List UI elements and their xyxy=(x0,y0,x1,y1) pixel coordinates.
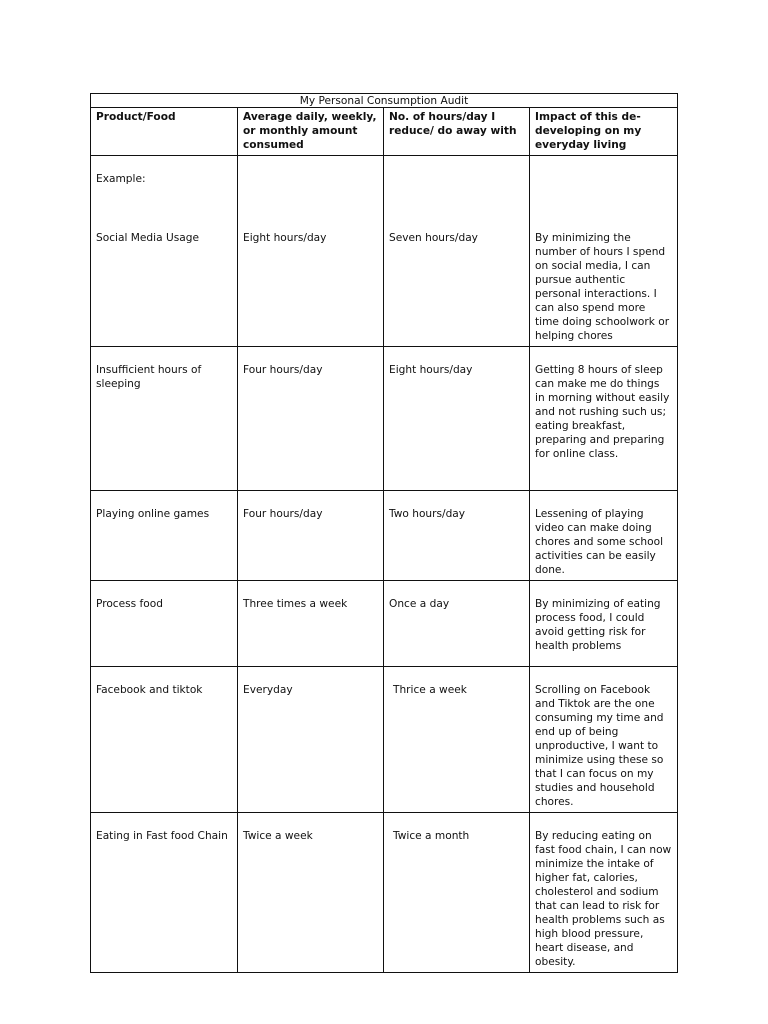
cell-reduce: Two hours/day xyxy=(384,491,530,581)
cell-reduce: Thrice a week xyxy=(384,667,530,813)
header-impact: Impact of this de-developing on my everyday living xyxy=(530,108,678,156)
header-average-amount: Average daily, weekly, or monthly amount consumed xyxy=(238,108,384,156)
cell-amount: Twice a week xyxy=(238,813,384,973)
cell-reduce: Once a day xyxy=(384,581,530,667)
cell-reduce: Eight hours/day xyxy=(384,347,530,491)
table-row xyxy=(91,581,678,667)
cell-product: Process food xyxy=(91,581,238,667)
cell-product: Facebook and tiktok xyxy=(91,667,238,813)
cell-impact: By minimizing the number of hours I spend on social media, I can pursue authentic personal interactions. I can also spend more time doing schoolwork or helping chores xyxy=(530,156,678,347)
cell-amount: Eight hours/day xyxy=(238,156,384,347)
table-row xyxy=(91,156,678,347)
cell-impact: Scrolling on Facebook and Tiktok are the one consuming my time and end up of being unproductive, I want to minimize using these so that I can focus on my studies and household chores. xyxy=(530,667,678,813)
header-product-food: Product/Food xyxy=(91,108,238,156)
cell-impact: By minimizing of eating process food, I could avoid getting risk for health problems xyxy=(530,581,678,667)
table-title-row xyxy=(91,94,678,108)
table-title: My Personal Consumption Audit xyxy=(91,94,678,108)
table-row xyxy=(91,813,678,973)
cell-product-text: Social Media Usage xyxy=(96,232,199,244)
cell-amount: Four hours/day xyxy=(238,491,384,581)
consumption-audit-table xyxy=(90,93,678,973)
cell-amount: Four hours/day xyxy=(238,347,384,491)
cell-product: Eating in Fast food Chain xyxy=(91,813,238,973)
table-row xyxy=(91,347,678,491)
header-hours-reduced: No. of hours/day I reduce/ do away with xyxy=(384,108,530,156)
cell-amount: Everyday xyxy=(238,667,384,813)
cell-impact: Lessening of playing video can make doing chores and some school activities can be easily done. xyxy=(530,491,678,581)
example-label: Example: xyxy=(96,173,146,185)
table-row xyxy=(91,667,678,813)
cell-product: Insufficient hours of sleeping xyxy=(91,347,238,491)
table-row xyxy=(91,491,678,581)
cell-impact: By reducing eating on fast food chain, I can now minimize the intake of higher fat, calories, cholesterol and sodium that can lead to risk for health problems such as high blood pressure, heart disease, and obesity. xyxy=(530,813,678,973)
header-row xyxy=(91,108,678,156)
cell-reduce: Twice a month xyxy=(384,813,530,973)
cell-reduce: Seven hours/day xyxy=(384,156,530,347)
cell-product: Playing online games xyxy=(91,491,238,581)
cell-impact: Getting 8 hours of sleep can make me do things in morning without easily and not rushing such us; eating breakfast, preparing and preparing for online class. xyxy=(530,347,678,491)
cell-amount: Three times a week xyxy=(238,581,384,667)
cell-product xyxy=(91,156,238,347)
